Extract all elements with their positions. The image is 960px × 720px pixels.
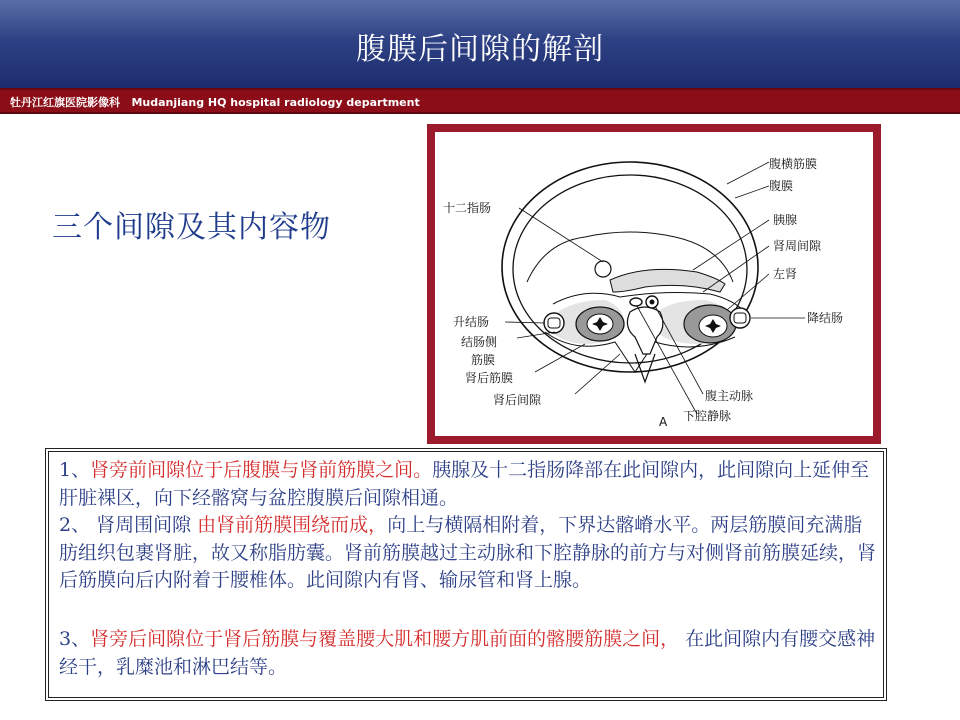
description-textbox: [48, 451, 884, 698]
anatomy-figure: [427, 124, 881, 444]
label-ivc: 下腔静脉: [683, 409, 732, 423]
paragraph-perirenal: [59, 512, 879, 595]
header-bar: [0, 0, 960, 88]
p1-highlight: 肾旁前间隙位于后腹膜与肾前筋膜之间。: [90, 459, 433, 481]
label-perirenal-space: 肾周间隙: [773, 239, 822, 253]
label-lateroconal-fascia-1: 结肠侧: [461, 335, 498, 349]
label-ascending-colon: 升结肠: [453, 315, 490, 329]
figure-panel-letter: A: [659, 415, 668, 429]
p1-number: 1、: [59, 459, 91, 481]
slide-title: 腹膜后间隙的解剖: [356, 32, 604, 67]
section-subtitle: 三个间隙及其内容物: [52, 210, 331, 245]
label-descending-colon: 降结肠: [807, 311, 844, 325]
paragraph-anterior-pararenal: [59, 457, 879, 512]
department-banner: [0, 88, 960, 114]
label-duodenum: 十二指肠: [443, 201, 492, 215]
label-posterior-renal-fascia: 肾后筋膜: [465, 371, 514, 385]
label-pancreas: 胰腺: [773, 213, 798, 227]
label-fu-heng-jin-mo: 腹横筋膜: [769, 157, 818, 171]
p3-number: 3、: [59, 628, 91, 650]
anatomy-diagram: [435, 132, 873, 436]
p2-highlight: 由肾前筋膜围绕而成，: [197, 514, 388, 536]
p3-highlight: 肾旁后间隙位于肾后筋膜与覆盖腰大肌和腰方肌前面的髂腰筋膜之间，: [90, 628, 680, 650]
label-fu-mo: 腹膜: [769, 179, 794, 193]
label-left-kidney: 左肾: [773, 267, 798, 281]
banner-text: 牡丹江红旗医院影像科 Mudanjiang HQ hospital radiology department: [10, 96, 420, 109]
label-posterior-pararenal-space: 肾后间隙: [493, 393, 542, 407]
label-aorta: 腹主动脉: [705, 389, 754, 403]
p1-body: 胰腺及十二指肠降部在此间隙内，此间隙向上延伸至肝脏裸区，向下经髂窝与盆腔腹膜后间隙相通。: [59, 459, 870, 509]
paragraph-posterior-pararenal: [59, 626, 879, 681]
p3-body: 在此间隙内有腰交感神经干，乳糜池和淋巴结等。: [59, 628, 876, 678]
p2-number: 2、 肾周围间隙: [59, 514, 198, 536]
label-lateroconal-fascia-2: 筋膜: [471, 353, 496, 367]
p2-body: 向上与横隔相附着，下界达髂嵴水平。两层筋膜间充满脂肪组织包裹肾脏，故又称脂肪囊。肾前筋膜越过主动脉和下腔静脉的前方与对侧肾前筋膜延续，肾后筋膜向后内附着于腰椎体。此间隙内有肾、输尿管和肾上腺。: [59, 514, 877, 591]
